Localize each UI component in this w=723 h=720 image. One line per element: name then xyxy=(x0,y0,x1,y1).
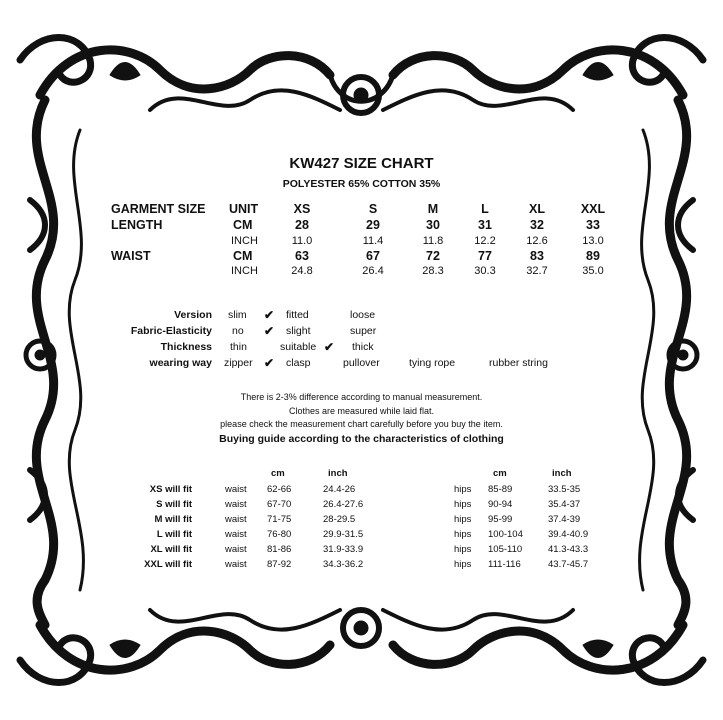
guide-waist-label: waist xyxy=(225,484,247,495)
guide-waist-label: waist xyxy=(225,499,247,510)
size-header: S xyxy=(368,202,378,216)
attribute-option: super xyxy=(350,325,377,337)
table-cell: 30 xyxy=(426,218,440,232)
guide-hips-inch: 35.4-37 xyxy=(548,499,581,510)
table-cell: 12.6 xyxy=(526,235,548,247)
check-icon: ✔ xyxy=(264,308,275,322)
guide-size-label: XL will fit xyxy=(150,544,192,555)
guide-hips-inch: 41.3-43.3 xyxy=(548,544,589,555)
guide-size-label: XS will fit xyxy=(149,484,192,495)
attribute-option: suitable xyxy=(280,341,317,353)
guide-waist-cm: 87-92 xyxy=(267,559,292,570)
attribute-option: loose xyxy=(350,309,376,321)
attribute-option: fitted xyxy=(286,309,309,321)
guide-hips-label: hips xyxy=(454,544,472,555)
guide-hips-cm: 95-99 xyxy=(488,514,513,525)
size-header: M xyxy=(427,202,439,216)
guide-hips-label: hips xyxy=(454,514,472,525)
attribute-option: thick xyxy=(352,341,374,353)
row-label: WAIST xyxy=(111,249,151,263)
table-cell: 32 xyxy=(530,218,544,232)
guide-hips-cm: 105-110 xyxy=(488,544,523,555)
guide-waist-inch: 26.4-27.6 xyxy=(323,499,364,510)
guide-hips-inch: 37.4-39 xyxy=(548,514,581,525)
attribute-option: tying rope xyxy=(409,357,456,369)
attribute-option: rubber string xyxy=(489,357,548,369)
table-cell: 29 xyxy=(366,218,380,232)
attribute-label: wearing way xyxy=(149,357,212,369)
table-cell: 28 xyxy=(295,218,309,232)
fabric-composition: POLYESTER 65% COTTON 35% xyxy=(282,178,441,190)
guide-waist-cm: 81-86 xyxy=(267,544,292,555)
guide-waist-inch: 29.9-31.5 xyxy=(323,529,364,540)
size-header: XL xyxy=(529,202,545,216)
guide-size-label: S will fit xyxy=(156,499,192,510)
table-cell: 63 xyxy=(295,249,309,263)
table-cell: 83 xyxy=(530,249,544,263)
table-cell: 30.3 xyxy=(474,265,496,277)
guide-waist-cm: 76-80 xyxy=(267,529,292,540)
table-cell: 12.2 xyxy=(474,235,496,247)
guide-hips-label: hips xyxy=(454,499,472,510)
table-cell: 24.8 xyxy=(291,265,313,277)
table-cell: 77 xyxy=(478,249,492,263)
table-cell: 67 xyxy=(366,249,380,263)
note-line: Clothes are measured while laid flat. xyxy=(288,406,435,416)
unit-label: UNIT xyxy=(229,202,259,216)
guide-waist-inch: 34.3-36.2 xyxy=(323,559,364,570)
guide-waist-label: waist xyxy=(225,559,247,570)
row-unit: CM xyxy=(233,218,253,232)
guide-hips-inch: 39.4-40.9 xyxy=(548,529,589,540)
attribute-option: clasp xyxy=(286,357,311,369)
guide-waist-inch: 28-29.5 xyxy=(323,514,356,525)
guide-hips-inch: 33.5-35 xyxy=(548,484,581,495)
row-unit: INCH xyxy=(231,235,258,247)
check-icon: ✔ xyxy=(264,356,275,370)
row-unit: CM xyxy=(233,249,253,263)
garment-size-label: GARMENT SIZE xyxy=(111,202,206,216)
guide-size-label: XXL will fit xyxy=(144,559,192,570)
attribute-option: no xyxy=(232,325,244,337)
size-header: L xyxy=(481,202,489,216)
guide-inch-header: inch xyxy=(552,468,572,479)
guide-size-label: L will fit xyxy=(156,529,192,540)
guide-hips-label: hips xyxy=(454,484,472,495)
attribute-label: Fabric-Elasticity xyxy=(130,325,212,337)
note-line: There is 2-3% difference according to manual measurement. xyxy=(240,392,483,402)
guide-waist-cm: 62-66 xyxy=(267,484,292,495)
row-label: LENGTH xyxy=(111,218,163,232)
guide-cm-header: cm xyxy=(493,468,507,479)
guide-waist-inch: 24.4-26 xyxy=(323,484,356,495)
attribute-option: slight xyxy=(286,325,311,337)
guide-waist-inch: 31.9-33.9 xyxy=(323,544,364,555)
guide-hips-cm: 111-116 xyxy=(488,559,521,570)
guide-cm-header: cm xyxy=(271,468,285,479)
table-cell: 11.4 xyxy=(362,235,384,247)
guide-hips-inch: 43.7-45.7 xyxy=(548,559,589,570)
guide-waist-label: waist xyxy=(225,529,247,540)
check-icon: ✔ xyxy=(324,340,335,354)
row-unit: INCH xyxy=(231,265,258,277)
table-cell: 32.7 xyxy=(526,265,548,277)
guide-waist-label: waist xyxy=(225,544,247,555)
table-cell: 31 xyxy=(478,218,492,232)
table-cell: 26.4 xyxy=(362,265,384,277)
attribute-option: zipper xyxy=(224,357,253,369)
guide-waist-cm: 67-70 xyxy=(267,499,292,510)
guide-hips-label: hips xyxy=(454,559,472,570)
guide-hips-label: hips xyxy=(454,529,472,540)
check-icon: ✔ xyxy=(264,324,275,338)
guide-waist-label: waist xyxy=(225,514,247,525)
guide-size-label: M will fit xyxy=(154,514,192,525)
table-cell: 89 xyxy=(586,249,600,263)
note-line: please check the measurement chart carefully before you buy the item. xyxy=(220,419,503,429)
attribute-label: Version xyxy=(174,309,212,321)
buying-guide-title: Buying guide according to the characteristics of clothing xyxy=(219,433,504,445)
guide-hips-cm: 90-94 xyxy=(488,499,513,510)
table-cell: 72 xyxy=(426,249,440,263)
guide-inch-header: inch xyxy=(328,468,348,479)
attribute-option: thin xyxy=(230,341,247,353)
table-cell: 13.0 xyxy=(582,235,604,247)
attribute-label: Thickness xyxy=(160,341,212,353)
table-cell: 28.3 xyxy=(422,265,444,277)
table-cell: 11.8 xyxy=(422,235,444,247)
guide-hips-cm: 100-104 xyxy=(488,529,523,540)
table-cell: 35.0 xyxy=(582,265,604,277)
attribute-option: slim xyxy=(228,309,247,321)
guide-waist-cm: 71-75 xyxy=(267,514,292,525)
size-header: XXL xyxy=(580,202,606,216)
chart-title: KW427 SIZE CHART xyxy=(289,155,434,172)
table-cell: 11.0 xyxy=(291,235,313,247)
size-header: XS xyxy=(293,202,311,216)
attribute-option: pullover xyxy=(343,357,380,369)
table-cell: 33 xyxy=(586,218,600,232)
guide-hips-cm: 85-89 xyxy=(488,484,513,495)
